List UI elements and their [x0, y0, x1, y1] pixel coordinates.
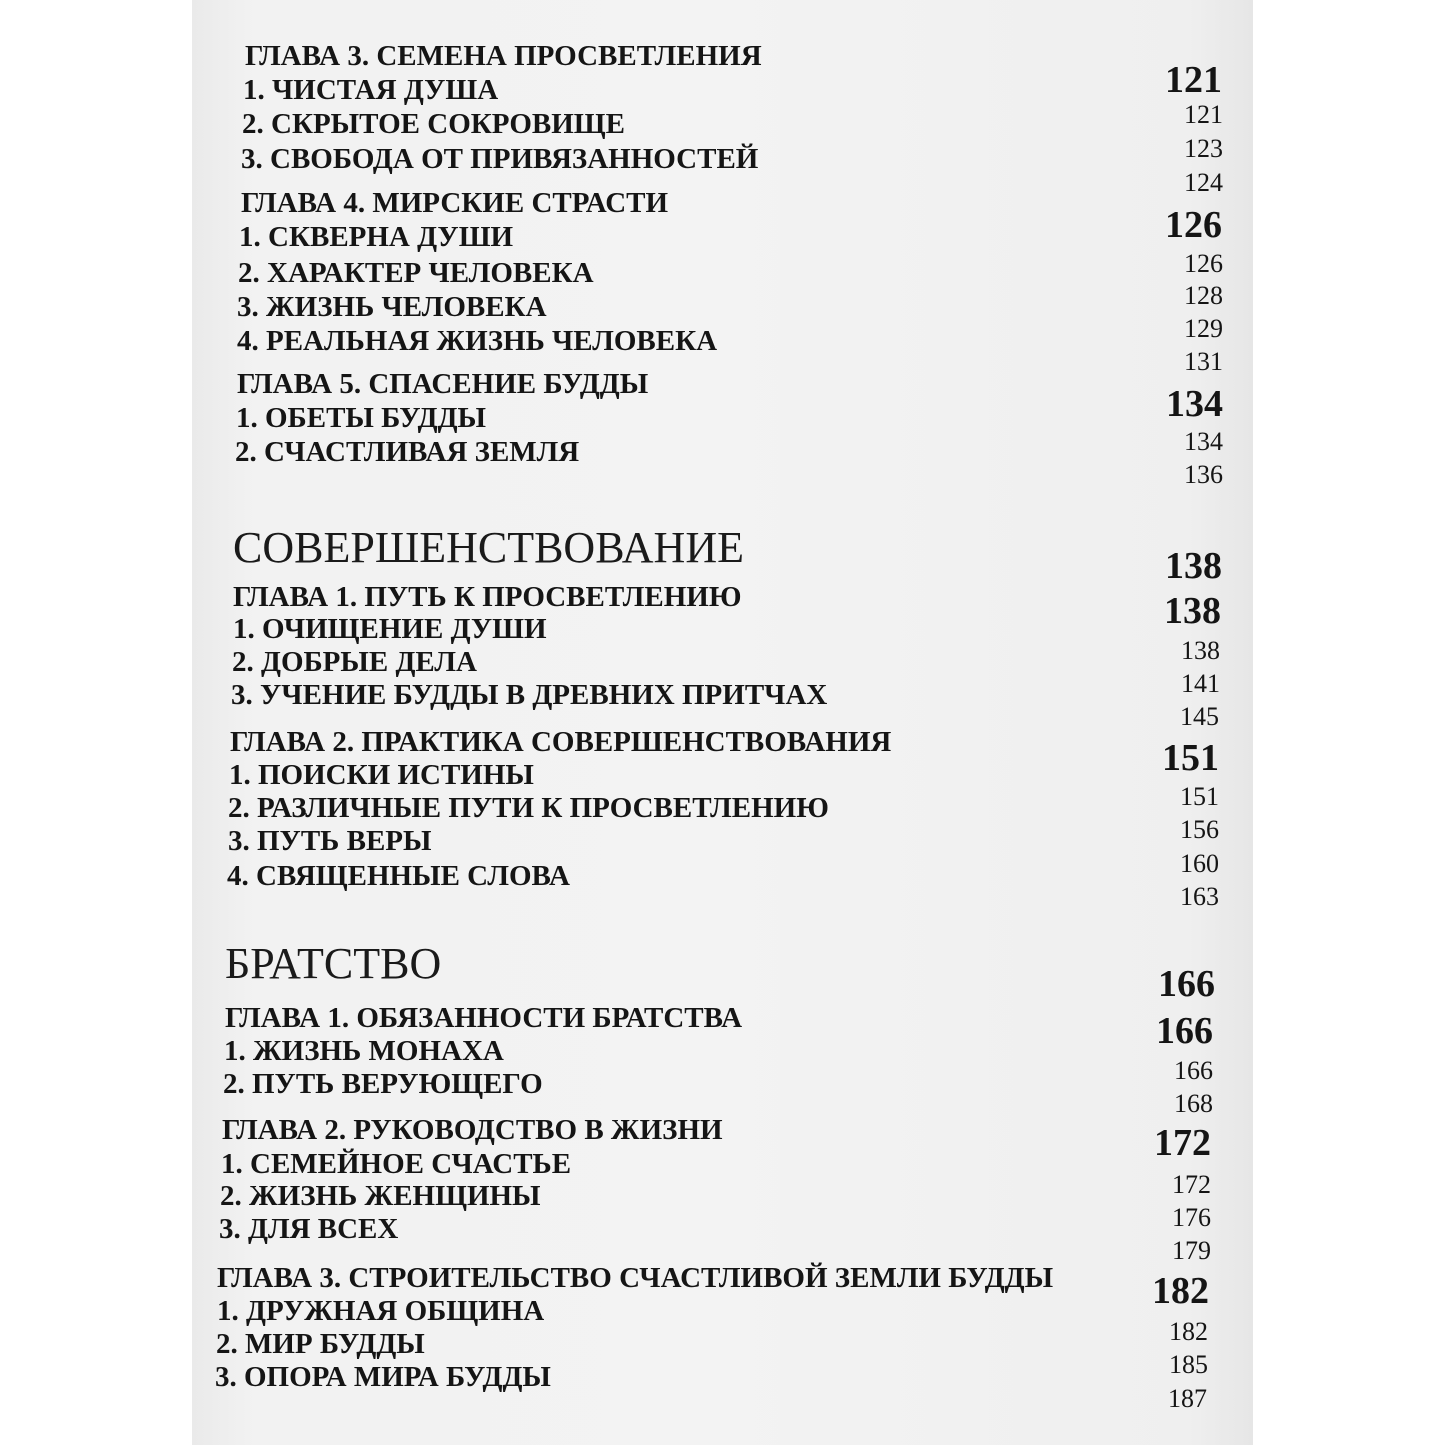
subsection-title: 3. ПУТЬ ВЕРЫ [228, 825, 432, 857]
subsection-page-number: 134 [1184, 427, 1223, 456]
subsection-page-number: 179 [1172, 1236, 1211, 1265]
chapter-page-number: 134 [1166, 383, 1223, 425]
subsection-title: 1. СЕМЕЙНОЕ СЧАСТЬЕ [221, 1148, 572, 1180]
subsection-title: 2. ЖИЗНЬ ЖЕНЩИНЫ [220, 1180, 541, 1212]
subsection-title: 1. СКВЕРНА ДУШИ [239, 221, 514, 253]
subsection-page-number: 126 [1184, 249, 1223, 278]
subsection-page-number: 128 [1184, 281, 1223, 310]
subsection-page-number: 172 [1172, 1170, 1211, 1199]
subsection-page-number: 145 [1180, 702, 1219, 731]
chapter-page-number: 121 [1165, 59, 1222, 101]
chapter-title: ГЛАВА 1. ПУТЬ К ПРОСВЕТЛЕНИЮ [233, 581, 742, 613]
chapter-page-number: 151 [1162, 737, 1219, 779]
chapter-page-number: 172 [1154, 1122, 1211, 1164]
scan-right-margin [1253, 0, 1445, 1445]
chapter-page-number: 182 [1152, 1270, 1209, 1312]
subsection-page-number: 131 [1184, 347, 1223, 376]
chapter-page-number: 138 [1164, 590, 1221, 632]
subsection-page-number: 182 [1169, 1317, 1208, 1346]
part-title: БРАТСТВО [225, 939, 442, 988]
part-page-number: 166 [1158, 963, 1215, 1005]
subsection-title: 4. СВЯЩЕННЫЕ СЛОВА [227, 860, 571, 892]
chapter-page-number: 126 [1165, 204, 1222, 246]
subsection-title: 4. РЕАЛЬНАЯ ЖИЗНЬ ЧЕЛОВЕКА [237, 325, 718, 357]
subsection-title: 1. ПОИСКИ ИСТИНЫ [229, 759, 534, 791]
subsection-title: 2. СКРЫТОЕ СОКРОВИЩЕ [242, 108, 625, 140]
subsection-title: 2. ПУТЬ ВЕРУЮЩЕГО [223, 1068, 543, 1100]
subsection-title: 2. ДОБРЫЕ ДЕЛА [232, 646, 477, 678]
part-title: СОВЕРШЕНСТВОВАНИЕ [233, 523, 744, 572]
subsection-page-number: 124 [1184, 168, 1223, 197]
subsection-page-number: 138 [1181, 636, 1220, 665]
subsection-page-number: 141 [1181, 669, 1220, 698]
subsection-title: 3. ЖИЗНЬ ЧЕЛОВЕКА [237, 291, 547, 323]
chapter-title: ГЛАВА 1. ОБЯЗАННОСТИ БРАТСТВА [225, 1002, 743, 1034]
subsection-page-number: 129 [1184, 314, 1223, 343]
subsection-title: 2. СЧАСТЛИВАЯ ЗЕМЛЯ [235, 436, 580, 468]
subsection-title: 1. ДРУЖНАЯ ОБЩИНА [217, 1295, 545, 1327]
subsection-title: 3. ОПОРА МИРА БУДДЫ [215, 1361, 551, 1393]
scan-left-margin [0, 0, 192, 1445]
subsection-title: 1. ОБЕТЫ БУДДЫ [236, 402, 487, 434]
subsection-title: 3. ДЛЯ ВСЕХ [219, 1213, 399, 1245]
subsection-page-number: 168 [1174, 1089, 1213, 1118]
subsection-page-number: 166 [1174, 1056, 1213, 1085]
chapter-title: ГЛАВА 2. ПРАКТИКА СОВЕРШЕНСТВОВАНИЯ [230, 726, 892, 758]
subsection-page-number: 123 [1184, 134, 1223, 163]
subsection-title: 2. ХАРАКТЕР ЧЕЛОВЕКА [238, 257, 594, 289]
chapter-title: ГЛАВА 5. СПАСЕНИЕ БУДДЫ [237, 368, 649, 400]
subsection-page-number: 176 [1172, 1203, 1211, 1232]
subsection-page-number: 151 [1180, 782, 1219, 811]
subsection-title: 3. УЧЕНИЕ БУДДЫ В ДРЕВНИХ ПРИТЧАХ [231, 679, 828, 711]
subsection-page-number: 160 [1180, 849, 1219, 878]
subsection-title: 2. МИР БУДДЫ [216, 1328, 425, 1360]
page-sheet [192, 0, 1253, 1445]
subsection-page-number: 185 [1169, 1350, 1208, 1379]
chapter-title: ГЛАВА 4. МИРСКИЕ СТРАСТИ [241, 187, 669, 219]
part-page-number: 138 [1165, 545, 1222, 587]
subsection-page-number: 163 [1180, 882, 1219, 911]
subsection-title: 1. ЧИСТАЯ ДУША [243, 74, 499, 106]
subsection-title: 3. СВОБОДА ОТ ПРИВЯЗАННОСТЕЙ [241, 143, 759, 175]
subsection-title: 2. РАЗЛИЧНЫЕ ПУТИ К ПРОСВЕТЛЕНИЮ [228, 792, 829, 824]
chapter-title: ГЛАВА 3. СТРОИТЕЛЬСТВО СЧАСТЛИВОЙ ЗЕМЛИ БУДДЫ [217, 1262, 1054, 1294]
subsection-page-number: 187 [1168, 1384, 1207, 1413]
subsection-page-number: 156 [1180, 815, 1219, 844]
chapter-page-number: 166 [1156, 1010, 1213, 1052]
chapter-title: ГЛАВА 2. РУКОВОДСТВО В ЖИЗНИ [222, 1114, 723, 1146]
subsection-page-number: 121 [1184, 100, 1223, 129]
subsection-title: 1. ОЧИЩЕНИЕ ДУШИ [233, 613, 547, 645]
subsection-page-number: 136 [1184, 460, 1223, 489]
chapter-title: ГЛАВА 3. СЕМЕНА ПРОСВЕТЛЕНИЯ [245, 40, 762, 72]
subsection-title: 1. ЖИЗНЬ МОНАХА [224, 1035, 504, 1067]
